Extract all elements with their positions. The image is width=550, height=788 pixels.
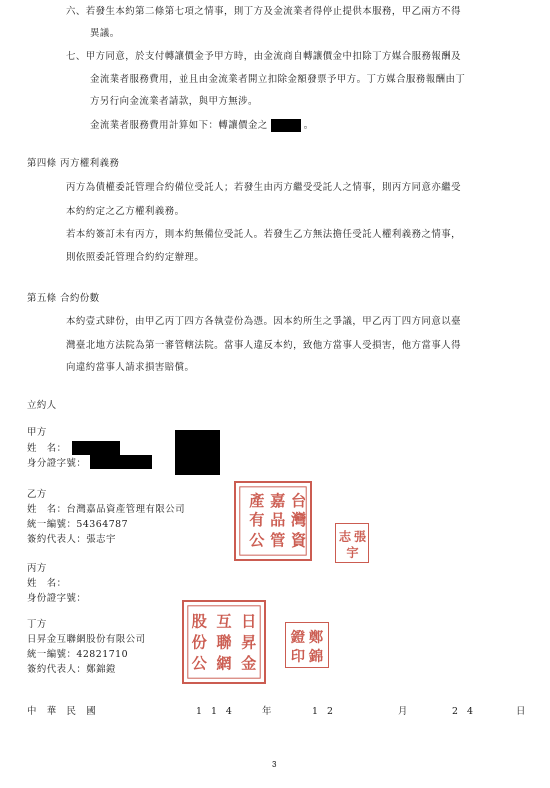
seal-char: 嘉 — [270, 491, 286, 510]
party-b-name: 姓 名：台灣嘉品資產管理有限公司 — [27, 504, 186, 515]
article-4-line-1: 丙方為債權委託管理合約備位受託人；若發生由丙方繼受受託人之情事，則丙方同意亦繼受 — [66, 182, 462, 193]
seal-char: 資 — [291, 531, 307, 550]
seal-char: 品 — [270, 510, 286, 529]
party-b-representative: 簽約代表人：張志宇 — [27, 534, 116, 545]
article-5-line-3: 向違約當事人請求損害賠償。 — [66, 362, 195, 373]
seal-char: 宇 — [346, 546, 359, 561]
party-c-id-label: 身份證字號： — [27, 593, 87, 604]
date-month-unit: 月 — [398, 706, 408, 717]
seal-char: 網 — [216, 654, 232, 673]
seal-char: 鄭 — [308, 630, 324, 647]
seal-char: 互 — [216, 612, 232, 631]
article-5-heading: 第五條 合約份數 — [27, 293, 100, 304]
seal-char: 份 — [191, 633, 207, 652]
clause-7-line-1: 七、甲方同意，於支付轉讓價金予甲方時，由金流商自轉讓價金中扣除丁方媒合服務報酬及 — [66, 51, 462, 62]
clause-7-line-2: 金流業者服務費用，並且由金流業者開立扣除金額發票予甲方。丁方媒合服務報酬由丁 — [90, 74, 466, 85]
clause-7-fee-prefix: 金流業者服務費用計算如下：轉讓價金之 — [90, 120, 268, 131]
seal-char: 聯 — [216, 633, 232, 652]
seal-char: 鐙 — [290, 630, 306, 647]
redacted-party-a-seal — [175, 430, 220, 475]
party-a-label: 甲方 — [27, 427, 47, 438]
date-year: 1 1 4 — [196, 706, 235, 717]
party-a-id-label: 身分證字號： — [27, 458, 87, 469]
article-4-line-4: 則依照委託管理合約約定辦理。 — [66, 252, 205, 263]
party-b-tax-id: 統一編號：54364787 — [27, 519, 129, 530]
date-day-unit: 日 — [516, 706, 526, 717]
seal-char: 公 — [249, 531, 265, 550]
seal-char: 金 — [241, 654, 257, 673]
page-number: 3 — [272, 760, 277, 769]
party-d-label: 丁方 — [27, 619, 47, 630]
seal-char: 志 — [338, 530, 352, 545]
party-d-company-seal — [182, 600, 266, 684]
article-5-line-2: 灣臺北地方法院為第一審管轄法院。當事人違反本約，致他方當事人受損害，他方當事人得 — [66, 340, 462, 351]
seal-char: 昇 — [241, 633, 257, 652]
party-d-tax-id: 統一編號：42821710 — [27, 649, 129, 660]
clause-6-line-1: 六、若發生本約第二條第七項之情事，則丁方及金流業者得停止提供本服務，甲乙兩方不得 — [66, 6, 462, 17]
party-c-name-label: 姓 名： — [27, 578, 67, 589]
date-year-unit: 年 — [262, 706, 272, 717]
article-4-line-3: 若本約簽訂未有丙方，則本約無備位受託人。若發生乙方無法擔任受託人權利義務之情事， — [66, 229, 462, 240]
seal-char: 管 — [270, 531, 286, 550]
seal-char: 股 — [191, 612, 207, 631]
article-4-line-2: 本約約定之乙方權利義務。 — [66, 206, 185, 217]
clause-7-line-4 — [90, 119, 314, 132]
party-b-company-seal — [234, 481, 312, 561]
party-a-name-label: 姓 名： — [27, 443, 67, 454]
clause-6-line-2: 異議。 — [90, 28, 120, 39]
seal-char: 錦 — [308, 649, 324, 666]
date-month: 1 2 — [312, 706, 336, 717]
seal-char: 公 — [191, 654, 207, 673]
seal-char: 張 — [353, 530, 367, 545]
party-d-personal-seal — [285, 622, 329, 668]
redacted-party-a-id — [90, 455, 152, 469]
date-era: 中 華 民 國 — [27, 706, 97, 717]
party-b-personal-seal — [335, 523, 369, 563]
seal-char: 有 — [249, 510, 265, 529]
redacted-party-a-name — [72, 441, 120, 455]
article-5-line-1: 本約壹式肆份，由甲乙丙丁四方各執壹份為憑。因本約所生之爭議，甲乙丙丁四方同意以臺 — [66, 316, 462, 327]
article-4-heading: 第四條 丙方權利義務 — [27, 158, 120, 169]
seal-char: 日 — [241, 612, 257, 631]
seal-char: 灣 — [291, 510, 307, 529]
clause-7-fee-suffix: 。 — [303, 120, 314, 131]
seal-char: 台 — [291, 491, 307, 510]
seal-char: 產 — [249, 491, 265, 510]
date-day: 2 4 — [452, 706, 476, 717]
party-b-label: 乙方 — [27, 489, 47, 500]
signatories-title: 立約人 — [27, 400, 57, 411]
party-d-company: 日昇金互聯網股份有限公司 — [27, 634, 146, 645]
redacted-fee-rate — [271, 119, 301, 132]
clause-7-line-3: 方另行向金流業者請款，與甲方無涉。 — [90, 96, 258, 107]
party-c-label: 丙方 — [27, 563, 47, 574]
seal-char: 印 — [290, 649, 306, 666]
party-d-representative: 簽約代表人：鄭錦鐙 — [27, 664, 116, 675]
